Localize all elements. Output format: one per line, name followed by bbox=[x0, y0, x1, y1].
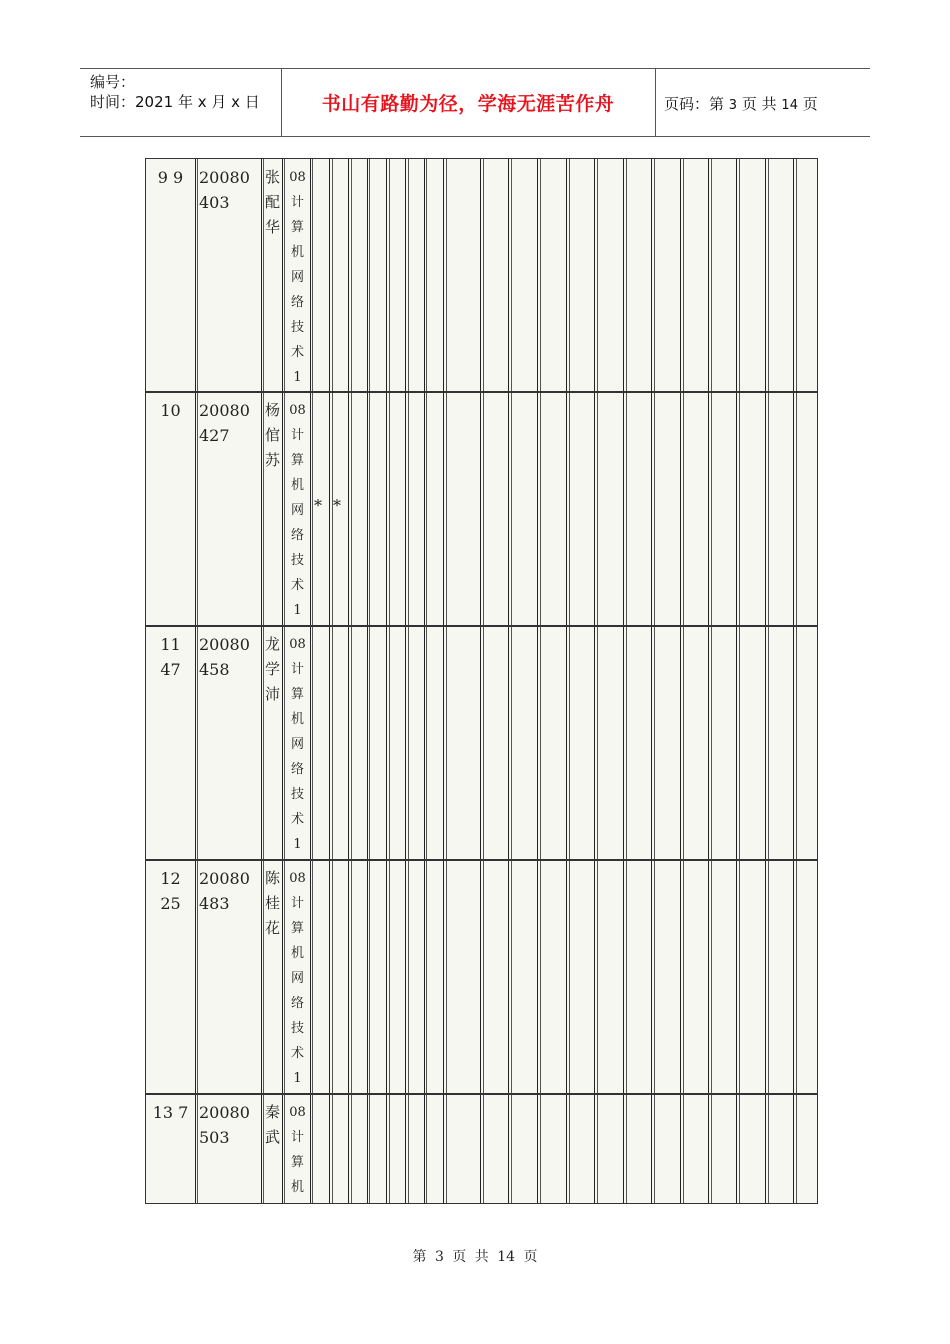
name-char: 苏 bbox=[264, 451, 280, 469]
class-char: 08 bbox=[289, 637, 306, 652]
student-id-cell bbox=[199, 866, 250, 916]
class-char: 计 bbox=[290, 896, 304, 911]
page-header bbox=[80, 68, 870, 137]
name-char: 桂 bbox=[264, 894, 280, 912]
student-id-line: 20080 bbox=[199, 168, 250, 187]
column-rule bbox=[566, 159, 567, 1203]
column-rule bbox=[312, 159, 313, 1203]
student-id-line: 403 bbox=[199, 193, 230, 212]
name-char: 张 bbox=[264, 168, 280, 186]
class-char: 机 bbox=[290, 245, 304, 260]
column-rule bbox=[261, 159, 262, 1203]
column-rule bbox=[332, 159, 333, 1203]
student-id-cell bbox=[199, 632, 250, 682]
column-rule bbox=[511, 159, 512, 1203]
column-rule bbox=[443, 159, 444, 1203]
class-char: 算 bbox=[290, 687, 304, 702]
class-char: 08 bbox=[289, 1105, 306, 1120]
column-rule bbox=[594, 159, 595, 1203]
class-char: 1 bbox=[293, 1071, 302, 1086]
attendance-table bbox=[145, 158, 818, 1204]
class-char: 网 bbox=[290, 737, 304, 752]
class-char: 术 bbox=[290, 1046, 304, 1061]
class-char: 算 bbox=[290, 921, 304, 936]
class-char: 1 bbox=[293, 837, 302, 852]
column-rule bbox=[651, 159, 652, 1203]
column-rule bbox=[569, 159, 570, 1203]
name-char: 武 bbox=[264, 1128, 280, 1146]
student-name-cell bbox=[263, 866, 282, 941]
name-char: 华 bbox=[264, 218, 280, 236]
name-char: 配 bbox=[264, 193, 280, 211]
absence-mark: * bbox=[314, 496, 322, 515]
column-rule bbox=[793, 159, 794, 1203]
seq-cell: 9 9 bbox=[157, 168, 184, 187]
page-footer: 第 3 页 共 14 页 bbox=[412, 1249, 538, 1265]
class-char: 网 bbox=[290, 971, 304, 986]
student-id-cell bbox=[199, 398, 250, 448]
name-char: 沛 bbox=[264, 685, 280, 703]
column-rule bbox=[736, 159, 737, 1203]
name-char: 倌 bbox=[264, 426, 280, 444]
column-rule bbox=[483, 159, 484, 1203]
class-char: 机 bbox=[290, 1180, 304, 1195]
row-rule bbox=[146, 391, 817, 393]
class-name-cell bbox=[285, 165, 310, 390]
class-char: 计 bbox=[290, 195, 304, 210]
class-char: 网 bbox=[290, 270, 304, 285]
name-char: 杨 bbox=[264, 401, 280, 419]
column-rule bbox=[480, 159, 481, 1203]
column-rule bbox=[424, 159, 425, 1203]
page-suffix: 页 bbox=[802, 95, 818, 113]
class-char: 算 bbox=[290, 220, 304, 235]
class-char: 术 bbox=[290, 578, 304, 593]
class-char: 计 bbox=[290, 1130, 304, 1145]
class-char: 络 bbox=[290, 295, 304, 310]
student-id-line: 503 bbox=[199, 1128, 230, 1147]
column-rule bbox=[540, 159, 541, 1203]
class-char: 络 bbox=[290, 528, 304, 543]
class-char: 算 bbox=[290, 453, 304, 468]
column-rule bbox=[405, 159, 406, 1203]
page-current: 3 bbox=[728, 98, 738, 113]
seq-cell: 10 bbox=[160, 401, 181, 420]
class-char: 1 bbox=[293, 603, 302, 618]
class-name-cell bbox=[285, 1100, 310, 1200]
class-char: 机 bbox=[290, 712, 304, 727]
student-name-cell bbox=[263, 165, 282, 240]
column-rule bbox=[597, 159, 598, 1203]
row-rule bbox=[146, 1093, 817, 1095]
class-char: 网 bbox=[290, 503, 304, 518]
row-rule bbox=[146, 625, 817, 627]
header-divider bbox=[655, 69, 656, 136]
column-rule bbox=[739, 159, 740, 1203]
column-rule bbox=[765, 159, 766, 1203]
column-rule bbox=[708, 159, 709, 1203]
absence-mark: * bbox=[333, 496, 341, 515]
column-rule bbox=[348, 159, 349, 1203]
name-char: 花 bbox=[264, 919, 280, 937]
column-rule bbox=[626, 159, 627, 1203]
column-rule bbox=[711, 159, 712, 1203]
class-char: 机 bbox=[290, 478, 304, 493]
column-rule bbox=[389, 159, 390, 1203]
time-label: 时间：2021 年 x 月 x 日 bbox=[90, 93, 260, 111]
page-total: 14 bbox=[781, 98, 798, 113]
class-char: 机 bbox=[290, 946, 304, 961]
student-id-line: 20080 bbox=[199, 1103, 250, 1122]
class-name-cell bbox=[285, 866, 310, 1091]
column-rule bbox=[537, 159, 538, 1203]
student-id-line: 20080 bbox=[199, 401, 250, 420]
name-char: 陈 bbox=[264, 869, 280, 887]
column-rule bbox=[683, 159, 684, 1203]
column-rule bbox=[367, 159, 368, 1203]
column-rule bbox=[310, 159, 311, 1203]
student-id-line: 458 bbox=[199, 660, 230, 679]
student-name-cell bbox=[263, 1100, 282, 1150]
seq-cell: 11 47 bbox=[160, 635, 181, 679]
name-char: 龙 bbox=[264, 635, 280, 653]
column-rule bbox=[623, 159, 624, 1203]
class-name-cell bbox=[285, 632, 310, 857]
header-meta bbox=[90, 72, 260, 112]
student-id-cell bbox=[199, 1100, 250, 1150]
page-prefix: 页码：第 bbox=[664, 95, 725, 113]
column-rule bbox=[446, 159, 447, 1203]
page-mid: 页 共 bbox=[741, 95, 777, 113]
row-rule bbox=[146, 859, 817, 861]
column-rule bbox=[680, 159, 681, 1203]
column-rule bbox=[654, 159, 655, 1203]
student-id-line: 427 bbox=[199, 426, 230, 445]
seq-cell: 12 25 bbox=[160, 869, 181, 913]
student-id-cell bbox=[199, 165, 250, 215]
class-char: 08 bbox=[289, 170, 306, 185]
column-rule bbox=[195, 159, 196, 1203]
class-char: 计 bbox=[290, 428, 304, 443]
serial-label: 编号： bbox=[90, 73, 136, 91]
student-id-line: 483 bbox=[199, 894, 230, 913]
class-char: 技 bbox=[290, 787, 304, 802]
column-rule bbox=[768, 159, 769, 1203]
class-char: 08 bbox=[289, 403, 306, 418]
class-char: 技 bbox=[290, 1021, 304, 1036]
class-char: 术 bbox=[290, 345, 304, 360]
student-id-line: 20080 bbox=[199, 635, 250, 654]
column-rule bbox=[508, 159, 509, 1203]
column-rule bbox=[796, 159, 797, 1203]
column-rule bbox=[351, 159, 352, 1203]
seq-cell: 13 7 bbox=[152, 1103, 189, 1122]
class-char: 术 bbox=[290, 812, 304, 827]
class-char: 络 bbox=[290, 996, 304, 1011]
student-name-cell bbox=[263, 632, 282, 707]
column-rule bbox=[282, 159, 283, 1203]
column-rule bbox=[386, 159, 387, 1203]
column-rule bbox=[408, 159, 409, 1203]
class-char: 技 bbox=[290, 320, 304, 335]
column-rule bbox=[426, 159, 427, 1203]
class-char: 1 bbox=[293, 370, 302, 385]
motto: 书山有路勤为径，学海无涯苦作舟 bbox=[321, 93, 615, 115]
column-rule bbox=[369, 159, 370, 1203]
class-char: 08 bbox=[289, 871, 306, 886]
class-name-cell bbox=[285, 398, 310, 623]
column-rule bbox=[329, 159, 330, 1203]
class-char: 络 bbox=[290, 762, 304, 777]
page-indicator bbox=[664, 93, 818, 114]
column-rule bbox=[197, 159, 198, 1203]
class-char: 计 bbox=[290, 662, 304, 677]
student-id-line: 20080 bbox=[199, 869, 250, 888]
class-char: 技 bbox=[290, 553, 304, 568]
name-char: 学 bbox=[264, 660, 280, 678]
class-char: 算 bbox=[290, 1155, 304, 1170]
student-name-cell bbox=[263, 398, 282, 473]
name-char: 秦 bbox=[264, 1103, 280, 1121]
